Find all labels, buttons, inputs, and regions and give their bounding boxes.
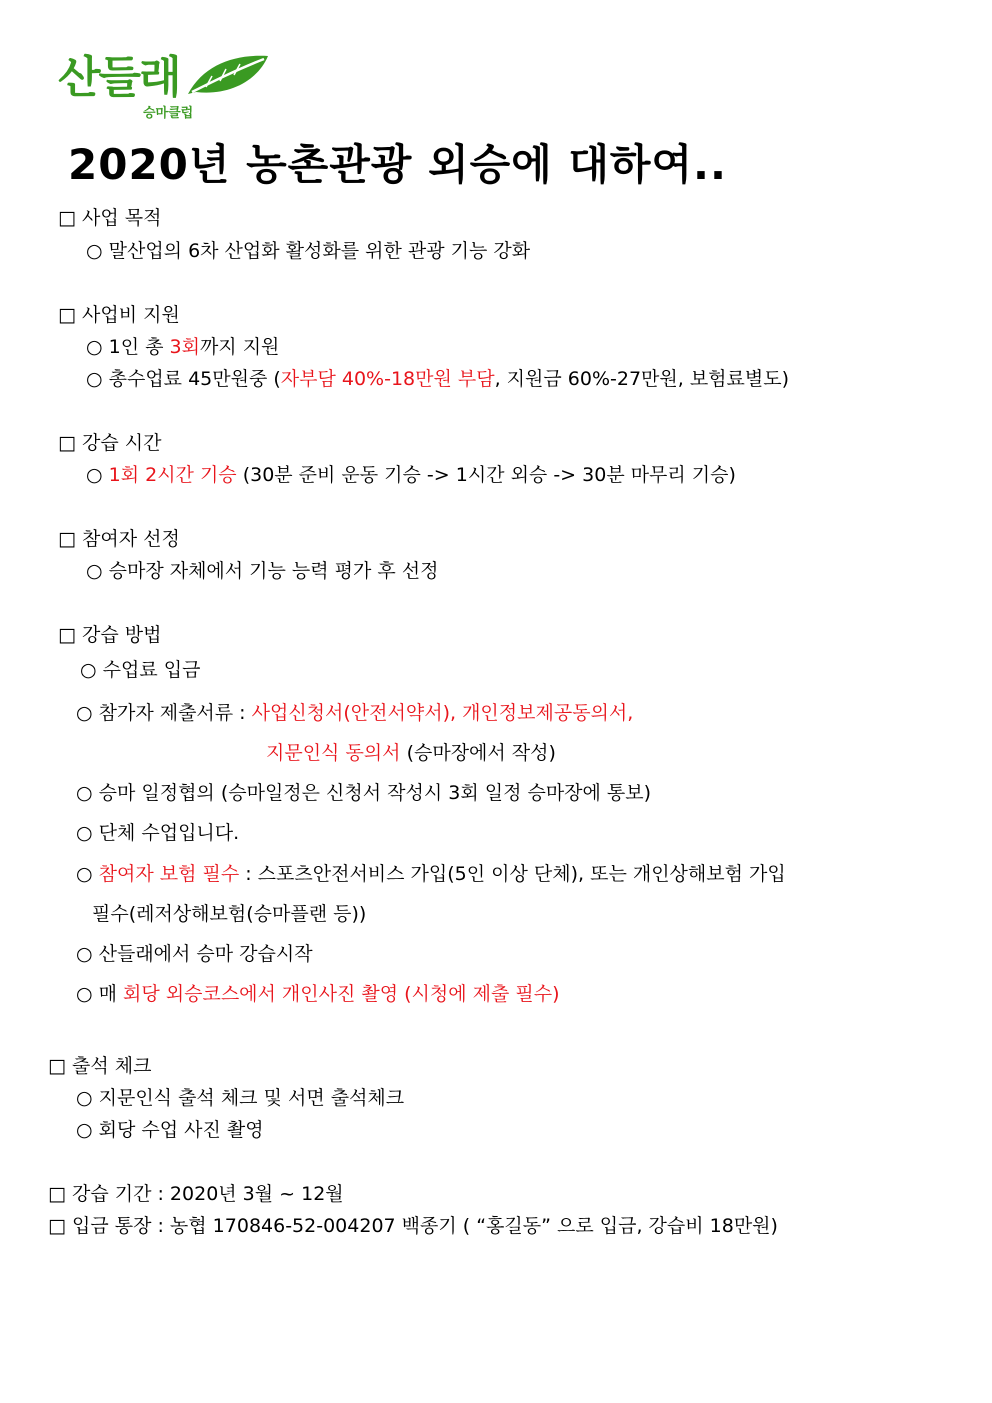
highlight-text: 사업신청서(안전서약서), 개인정보제공동의서, — [251, 702, 634, 724]
list-item — [86, 462, 736, 488]
list-item: ○ 회당 수업 사진 촬영 — [76, 1119, 264, 1141]
page-title: 2020년 농촌관광 외승에 대하여.. — [68, 140, 727, 189]
highlight-text: 참여자 보험 필수 — [98, 863, 240, 885]
section-heading-selection: □ 참여자 선정 — [58, 528, 180, 550]
leaf-icon — [186, 54, 270, 98]
highlight-text: 1회 2시간 기승 — [108, 464, 237, 486]
list-item: ○ 말산업의 6차 산업화 활성화를 위한 관광 기능 강화 — [86, 240, 531, 262]
list-item-continuation: 필수(레저상해보험(승마플랜 등)) — [92, 903, 367, 925]
text: ○ 1인 총 — [86, 336, 170, 358]
list-item — [86, 334, 279, 360]
list-item — [86, 366, 789, 392]
text: : 스포츠안전서비스 가입(5인 이상 단체), 또는 개인상해보험 가입 — [239, 863, 786, 885]
logo-text: 산들래 — [58, 52, 180, 103]
section-heading-support: □ 사업비 지원 — [58, 304, 180, 326]
list-item: ○ 산들래에서 승마 강습시작 — [76, 943, 313, 965]
section-heading-time: □ 강습 시간 — [58, 432, 162, 454]
logo — [58, 52, 268, 124]
text: ○ 총수업료 45만원중 ( — [86, 368, 281, 390]
text: ○ — [76, 863, 99, 885]
section-heading-method: □ 강습 방법 — [58, 624, 162, 646]
list-item: ○ 승마 일정협의 (승마일정은 신청서 작성시 3회 일정 승마장에 통보) — [76, 782, 652, 804]
list-item-continuation — [266, 740, 556, 766]
logo-subtext: 승마클럽 — [143, 106, 194, 121]
text: ○ 매 — [76, 983, 124, 1005]
text: ○ — [86, 464, 109, 486]
list-item — [76, 981, 560, 1007]
text: (승마장에서 작성) — [400, 742, 556, 764]
course-period: □ 강습 기간 : 2020년 3월 ~ 12월 — [48, 1183, 344, 1205]
list-item: ○ 승마장 자체에서 기능 능력 평가 후 선정 — [86, 560, 439, 582]
text: (30분 준비 운동 기승 -> 1시간 외승 -> 30분 마무리 기승) — [236, 464, 736, 486]
deposit-account: □ 입금 통장 : 농협 170846-52-004207 백종기 ( “홍길동” 으로 입금, 강습비 18만원) — [48, 1215, 778, 1237]
highlight-text: 자부담 40%-18만원 부담 — [280, 368, 495, 390]
highlight-text: 지문인식 동의서 — [266, 742, 401, 764]
list-item — [76, 700, 633, 726]
list-item: ○ 단체 수업입니다. — [76, 822, 240, 844]
list-item — [76, 861, 786, 887]
section-heading-purpose: □ 사업 목적 — [58, 207, 162, 229]
highlight-text: 회당 외승코스에서 개인사진 촬영 (시청에 제출 필수) — [123, 983, 560, 1005]
text: ○ 참가자 제출서류 : — [76, 702, 252, 724]
text: 까지 지원 — [199, 336, 280, 358]
text: , 지원금 60%-27만원, 보험료별도) — [494, 368, 790, 390]
list-item: ○ 지문인식 출석 체크 및 서면 출석체크 — [76, 1087, 405, 1109]
highlight-text: 3회 — [169, 336, 200, 358]
section-heading-attendance: □ 출석 체크 — [48, 1055, 152, 1077]
list-item: ○ 수업료 입금 — [80, 659, 201, 681]
